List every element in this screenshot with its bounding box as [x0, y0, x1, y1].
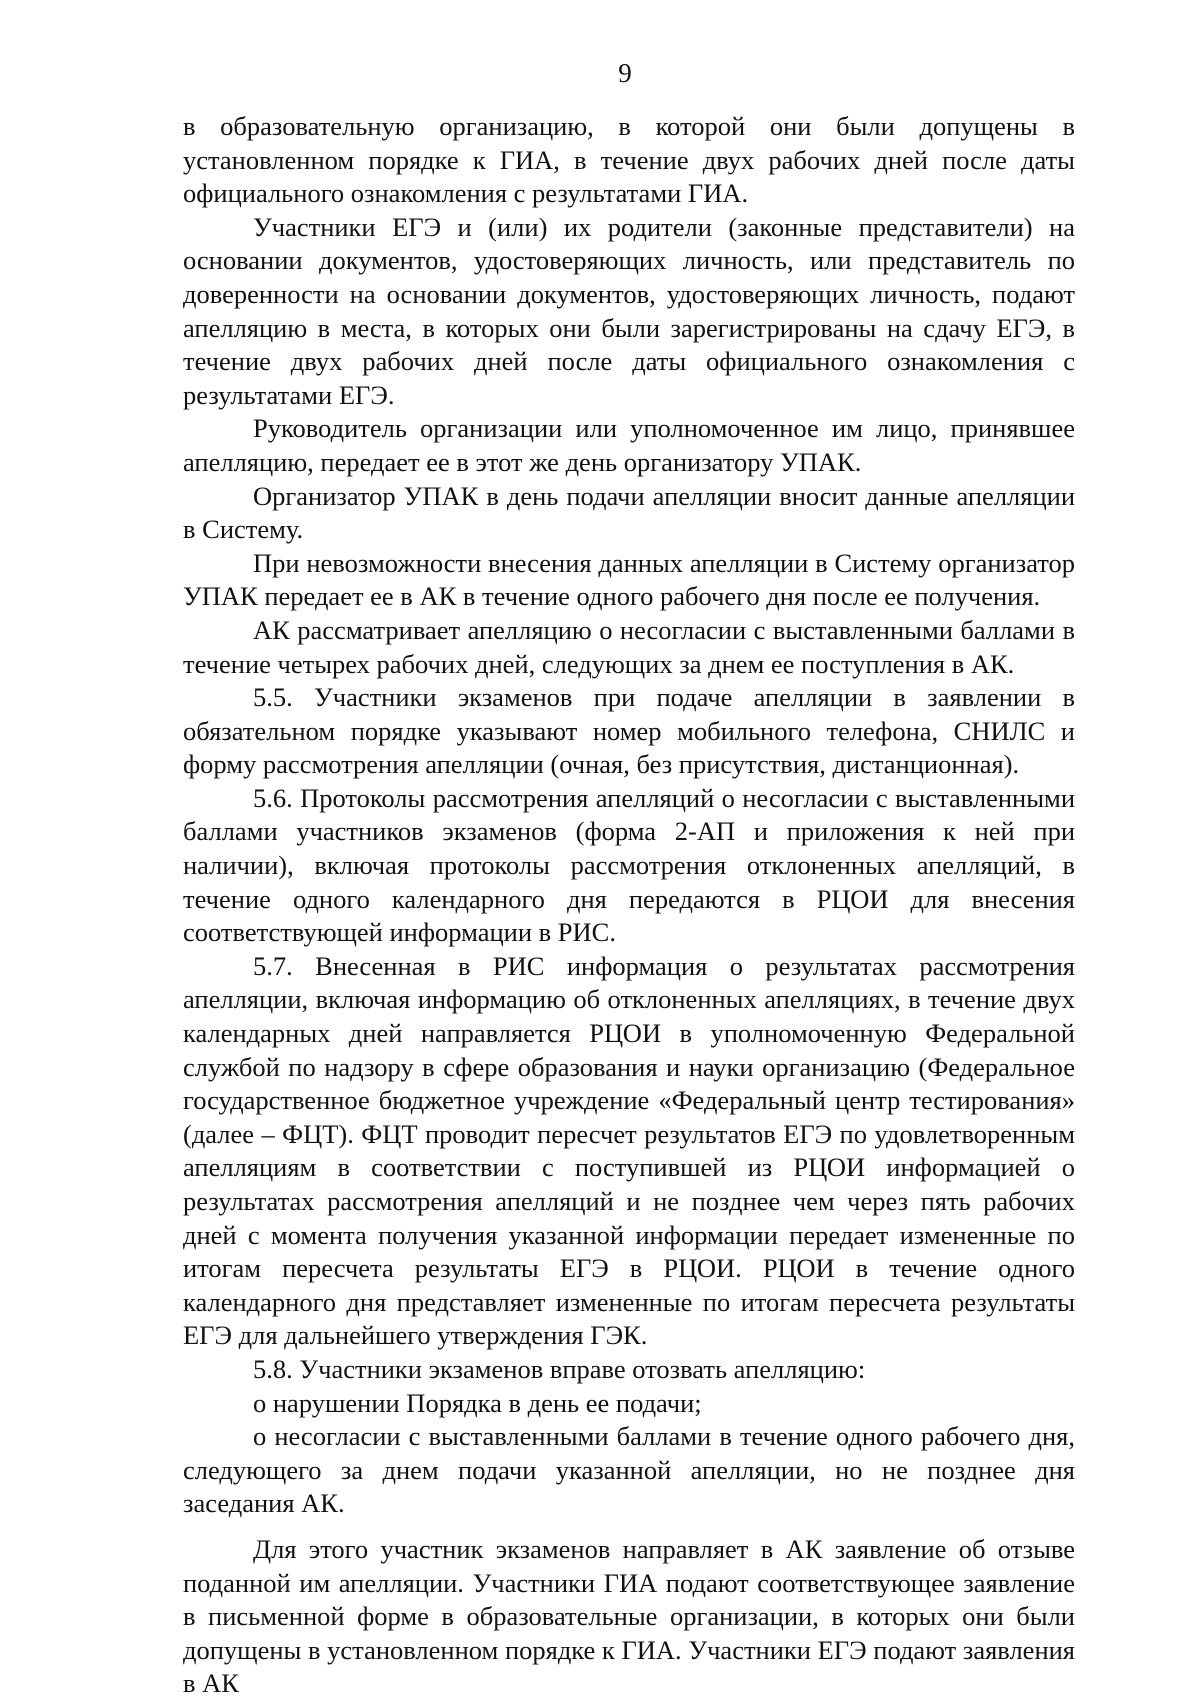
paragraph-5-8: 5.8. Участники экзаменов вправе отозвать апелляцию: — [253, 1353, 866, 1384]
paragraph-head-of-organization: Руководитель организации или уполномоченное им лицо, принявшее апелляцию, передает ее в этот же день организатору УПАК. — [183, 413, 1075, 477]
paragraph-upak-organizer: Организатор УПАК в день подачи апелляции вносит данные апелляции в Систему. — [183, 480, 1075, 545]
paragraph-procedure-violation: о нарушении Порядка в день ее подачи; — [253, 1387, 702, 1418]
paragraph-ege-participants-appeal: Участники ЕГЭ и (или) их родители (законные представители) на основании документов, удостоверяющих личность, или представитель по доверенности на основании документов, удостоверяющих личность, подают апелляцию в места, в которых они были зарегистрированы на сдачу ЕГЭ, в течение двух рабочих дней после даты официального ознакомления с результатами ЕГЭ. — [183, 211, 1075, 410]
page-number: 9 — [618, 58, 632, 88]
paragraph-system-unavailable: При невозможности внесения данных апелляции в Систему организатор УПАК передает ее в АК в течение одного рабочего дня после ее получения. — [183, 547, 1075, 612]
paragraph-5-6: 5.6. Протоколы рассмотрения апелляций о несогласии с выставленными баллами участников экзаменов (форма 2-АП и приложения к ней при наличии), включая протоколы рассмотрения отклоненных апелляций, в течение одного календарного дня передаются в РЦОИ для внесения соответствующей информации в РИС. — [183, 782, 1075, 948]
document-body — [183, 110, 1075, 1701]
paragraph-5-7: 5.7. Внесенная в РИС информация о результатах рассмотрения апелляции, включая информацию об отклоненных апелляциях, в течение двух календарных дней направляется РЦОИ в уполномоченную Федеральной службой по надзору в сфере образования и науки организацию (Федеральное государственное бюджетное учреждение «Федеральный центр тестирования» (далее – ФЦТ). ФЦТ проводит пересчет результатов ЕГЭ по удовлетворенным апелляциям в соответствии с поступившей из РЦОИ информацией о результатах рассмотрения апелляций и не позднее чем через пять рабочих дней с момента получения указанной информации передает измененные по итогам пересчета результаты ЕГЭ в РЦОИ. РЦОИ в течение одного календарного дня представляет измененные по итогам пересчета результаты ЕГЭ для дальнейшего утверждения ГЭК. — [183, 950, 1075, 1351]
paragraph-ak-review-term: АК рассматривает апелляцию о несогласии с выставленными баллами в течение четырех рабочих дней, следующих за днем ее поступления в АК. — [183, 614, 1075, 679]
paragraph-withdrawal-application: Для этого участник экзаменов направляет в АК заявление об отзыве поданной им апелляции. Участники ГИА подают соответствующее заявление в письменной форме в образовательные организации, в которых они были допущены в установленном порядке к ГИА. Участники ЕГЭ подают заявления в АК — [183, 1533, 1075, 1699]
paragraph-continuation: в образовательную организацию, в которой они были допущены в установленном порядке к ГИА, в течение двух рабочих дней после даты официального ознакомления с результатами ГИА. — [183, 111, 1075, 209]
paragraph-5-5: 5.5. Участники экзаменов при подаче апелляции в заявлении в обязательном порядке указывают номер мобильного телефона, СНИЛС и форму рассмотрения апелляции (очная, без присутствия, дистанционная). — [183, 682, 1075, 780]
paragraph-score-disagreement: о несогласии с выставленными баллами в течение одного рабочего дня, следующего за днем подачи указанной апелляции, но не позднее дня заседания АК. — [183, 1421, 1075, 1519]
